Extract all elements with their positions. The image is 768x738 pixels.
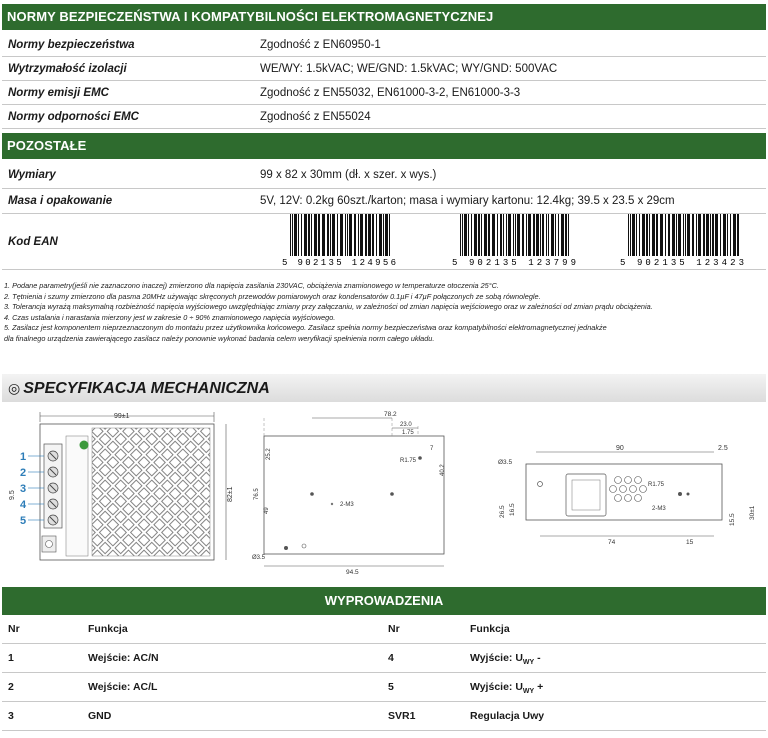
barcode-bar (347, 214, 348, 256)
spec-value: WE/WY: 1.5kVAC; WE/GND: 1.5kVAC; WY/GND: 500VAC (260, 63, 558, 75)
barcode-bar (322, 214, 325, 256)
barcode-bar (628, 214, 629, 256)
barcode-bar (345, 214, 346, 256)
footnote: 3. Tolerancja wyrażą maksymalną rozbieżność napięcia wyjściowego uwzględniając zmiany przy załączaniu, w zależności od zmian napięcia wejściowego oraz w zależności od zmian prądu obciążenia. (4, 302, 653, 312)
spec-label: Normy bezpieczeństwa (8, 39, 135, 51)
barcode-bar (652, 214, 655, 256)
barcode-bar (672, 214, 675, 256)
dim-label: 7 (430, 446, 434, 452)
dim-label: 49 (264, 507, 270, 514)
dim-label: 40.2 (440, 464, 446, 476)
spec-value: 99 x 82 x 30mm (dł. x szer. x wys.) (260, 169, 437, 181)
dim-label: R1.75 (400, 458, 417, 464)
section-header-mechanical (2, 374, 766, 402)
barcode-bar (712, 214, 714, 256)
barcode-bar (548, 214, 549, 256)
barcode-bar (646, 214, 648, 256)
dim-label: 23.0 (400, 422, 412, 428)
dim-label: 76.5 (254, 488, 260, 500)
dim-label: 16.5 (509, 503, 516, 516)
terminal-number: 5 (20, 515, 27, 527)
table-row (2, 702, 766, 731)
table-row (2, 673, 766, 702)
barcode-bar (733, 214, 736, 256)
barcode-bar (365, 214, 367, 256)
pin-function: Wejście: AC/L (88, 681, 158, 693)
barcode-bar (526, 214, 527, 256)
dim-label: 94.5 (346, 569, 359, 576)
barcode-bar (298, 214, 299, 256)
dim-label: 9.5 (9, 490, 16, 500)
barcode-bar (460, 214, 461, 256)
pin-function: Regulacja Uwy (470, 710, 545, 722)
barcode-bar (301, 214, 302, 256)
spec-row (2, 105, 766, 129)
barcode-bar (488, 214, 490, 256)
barcode-bar (632, 214, 635, 256)
barcode-2 (450, 214, 580, 266)
barcode-bar (542, 214, 544, 256)
barcode-bar (327, 214, 329, 256)
spec-value: Zgodność z EN55032, EN61000-3-2, EN61000-3-3 (260, 87, 521, 99)
barcode-bar (478, 214, 480, 256)
footnote: 1. Podane parametry(jeśli nie zaznaczono inaczej) zmierzono dla napięcia zasilania 230VAC, obciążenia znamionowego w temperaturze otoczenia 25°C. (4, 281, 499, 290)
barcode-bar (703, 214, 705, 256)
barcode-bar (730, 214, 731, 256)
barcode-bar (294, 214, 297, 256)
pin-number: 5 (388, 681, 394, 693)
barcode-bar (508, 214, 511, 256)
barcode-bar (290, 214, 291, 256)
dim-label: 2-M3 (652, 506, 666, 512)
barcode-bar (528, 214, 531, 256)
dim-label: Ø3.5 (498, 459, 513, 466)
spec-row (2, 33, 766, 57)
barcode-bar (522, 214, 524, 256)
barcode-bar (692, 214, 694, 256)
mechanical-title: SPECYFIKACJA MECHANICZNA (23, 380, 270, 397)
barcode-bar (332, 214, 335, 256)
barcode-1 (280, 214, 400, 266)
dim-label: 15.5 (729, 513, 736, 526)
dim-label: 25.2 (266, 448, 272, 460)
barcode-bar (337, 214, 338, 256)
barcode-bar (517, 214, 520, 256)
barcode-bar (565, 214, 567, 256)
barcode-bar (360, 214, 363, 256)
footnote: 4. Czas ustalania i narastania mierzony jest w zakresie 0 ÷ 90% znamionowego napięcia wyjściowego. (4, 312, 336, 322)
barcode-bar (715, 214, 718, 256)
barcode-bar (468, 214, 469, 256)
barcode-bar (696, 214, 697, 256)
pin-function: GND (88, 710, 112, 722)
table-row (2, 644, 766, 673)
spec-label: Normy emisji EMC (8, 87, 109, 99)
barcode-bar (503, 214, 504, 256)
barcode-bar (368, 214, 371, 256)
barcode-bar (292, 214, 293, 256)
barcode-bar (383, 214, 384, 256)
barcode-bar (642, 214, 645, 256)
spec-value: Zgodność z EN55024 (260, 111, 371, 123)
barcode-bar (636, 214, 637, 256)
spec-row (2, 57, 766, 81)
dim-label: 30±1 (749, 505, 756, 520)
pin-function: Wyjście: $U_{WY}$ - (470, 652, 541, 667)
barcode-bar (318, 214, 320, 256)
terminal-number: 3 (20, 483, 27, 495)
barcode-bar (687, 214, 690, 256)
barcode-bar (555, 214, 556, 256)
barcode-bar (698, 214, 701, 256)
dim-label: 1.75 (402, 430, 414, 436)
barcode-bar (376, 214, 377, 256)
column-header: Nr (8, 623, 20, 635)
column-header: Funkcja (88, 623, 128, 635)
barcode-bar (710, 214, 711, 256)
barcode-bar (533, 214, 535, 256)
spec-label: Wytrzymałość izolacji (8, 63, 127, 75)
barcode-bar (464, 214, 467, 256)
barcode-bar (379, 214, 382, 256)
spec-row (2, 189, 766, 214)
spec-value: 5V, 12V: 0.2kg 60szt./karton; masa i wymiary kartonu: 12.4kg; 39.5 x 23.5 x 29cm (260, 195, 675, 207)
barcode-bar (515, 214, 516, 256)
barcode-bar (308, 214, 310, 256)
barcode-bar (471, 214, 472, 256)
dim-label: Ø3.5 (252, 555, 266, 561)
barcode-bar (311, 214, 312, 256)
barcode-bar (561, 214, 564, 256)
footnote: 5. Zasilacz jest komponentem nieprzeznaczonym do montażu przez użytkownika końcowego. Zasilacz spełnia normy bezpieczeństwa oraz kompatybilności elektromagnetycznej jednakże (4, 323, 607, 333)
barcode-bar (304, 214, 307, 256)
barcode-bar (340, 214, 343, 256)
barcode-bar (540, 214, 541, 256)
pin-number: 4 (388, 652, 394, 664)
barcode-bar (354, 214, 356, 256)
footnote: 2. Tętnienia i szumy zmierzono dla pasma 20MHz używając skręconych przewodów pomiarowych oraz kondensatorów 0.1µF i 47µF połączonych ze sobą równolegle. (4, 291, 541, 301)
barcode-digits: 5 902135 123423 (620, 258, 744, 266)
barcode-bar (678, 214, 681, 256)
barcode-bar (685, 214, 686, 256)
pin-function: Wejście: AC/N (88, 652, 159, 664)
barcode-bar (737, 214, 739, 256)
dim-label: 26.5 (499, 505, 506, 518)
side-view-drawing (492, 440, 766, 550)
barcode-bar (481, 214, 482, 256)
footnote: dla finalnego urządzenia zawierającego zasilacz należy ponownie wykonać badania celem weryfikacji spełnienia norm całego układu. (4, 333, 435, 343)
barcode-bar (727, 214, 728, 256)
barcode-bar (372, 214, 374, 256)
barcode-bar (358, 214, 359, 256)
terminal-number: 1 (20, 451, 27, 463)
barcode-bar (660, 214, 663, 256)
barcode-bar (349, 214, 352, 256)
dim-label: 2.5 (718, 445, 728, 452)
barcode-bar (546, 214, 547, 256)
pin-function: Wyjście: $U_{WY}$ + (470, 681, 544, 696)
barcode-digits: 5 902135 123799 (452, 258, 576, 266)
dim-label: 82±1 (227, 486, 234, 502)
barcode-bar (513, 214, 514, 256)
pin-number: SVR1 (388, 710, 416, 722)
barcode-bar (665, 214, 666, 256)
barcode-bar (683, 214, 684, 256)
section-header-norms: NORMY BEZPIECZEŃSTWA I KOMPATYBILNOŚCI ELEKTROMAGNETYCZNEJ (2, 4, 766, 30)
barcode-bar (676, 214, 677, 256)
barcode-bar (462, 214, 463, 256)
barcode-bar (668, 214, 670, 256)
dim-label: 15 (686, 539, 694, 546)
terminal-number: 2 (20, 467, 27, 479)
table-header (2, 615, 766, 644)
barcode-bar (558, 214, 559, 256)
spec-label: Wymiary (8, 169, 56, 181)
pin-number: 1 (8, 652, 14, 664)
barcode-bar (720, 214, 721, 256)
barcode-bar (536, 214, 539, 256)
barcode-bar (330, 214, 331, 256)
dim-label: R1.75 (648, 482, 665, 488)
barcode-digits: 5 902135 124956 (282, 258, 396, 266)
barcode-bar (492, 214, 495, 256)
barcode-bar (314, 214, 317, 256)
pin-number: 2 (8, 681, 14, 693)
spec-value: Zgodność z EN60950-1 (260, 39, 381, 51)
dim-label: 99±1 (114, 413, 130, 420)
column-header: Nr (388, 623, 400, 635)
barcode-bar (500, 214, 502, 256)
barcode-bar (723, 214, 726, 256)
dim-label: 74 (608, 539, 616, 546)
pin-number: 3 (8, 710, 14, 722)
barcode-bar (497, 214, 498, 256)
top-view-drawing (244, 408, 452, 578)
front-view-drawing (4, 408, 238, 568)
dim-label: 90 (616, 445, 624, 452)
barcode-bar (474, 214, 477, 256)
barcode-bar (506, 214, 507, 256)
barcode-3 (618, 214, 748, 266)
barcode-bar (389, 214, 390, 256)
barcode-bar (639, 214, 640, 256)
section-header-other: POZOSTAŁE (2, 133, 766, 159)
barcode-bar (656, 214, 658, 256)
barcode-bar (649, 214, 650, 256)
dim-label: 78.2 (384, 411, 397, 418)
spec-label: Normy odporności EMC (8, 111, 139, 123)
barcode-bar (630, 214, 631, 256)
column-header: Funkcja (470, 623, 510, 635)
barcode-bar (385, 214, 388, 256)
footnotes (4, 281, 764, 345)
spec-row (2, 81, 766, 105)
spec-row (2, 162, 766, 189)
barcode-bar (551, 214, 554, 256)
barcode-bar (484, 214, 487, 256)
barcode-bar (568, 214, 569, 256)
spec-label: Masa i opakowanie (8, 195, 113, 207)
target-icon: ◎ (8, 380, 21, 396)
dim-label: 2-M3 (340, 502, 354, 508)
section-header-outputs: WYPROWADZENIA (2, 587, 766, 615)
barcode-bar (706, 214, 709, 256)
ean-label: Kod EAN (8, 236, 58, 248)
terminal-number: 4 (20, 499, 27, 511)
